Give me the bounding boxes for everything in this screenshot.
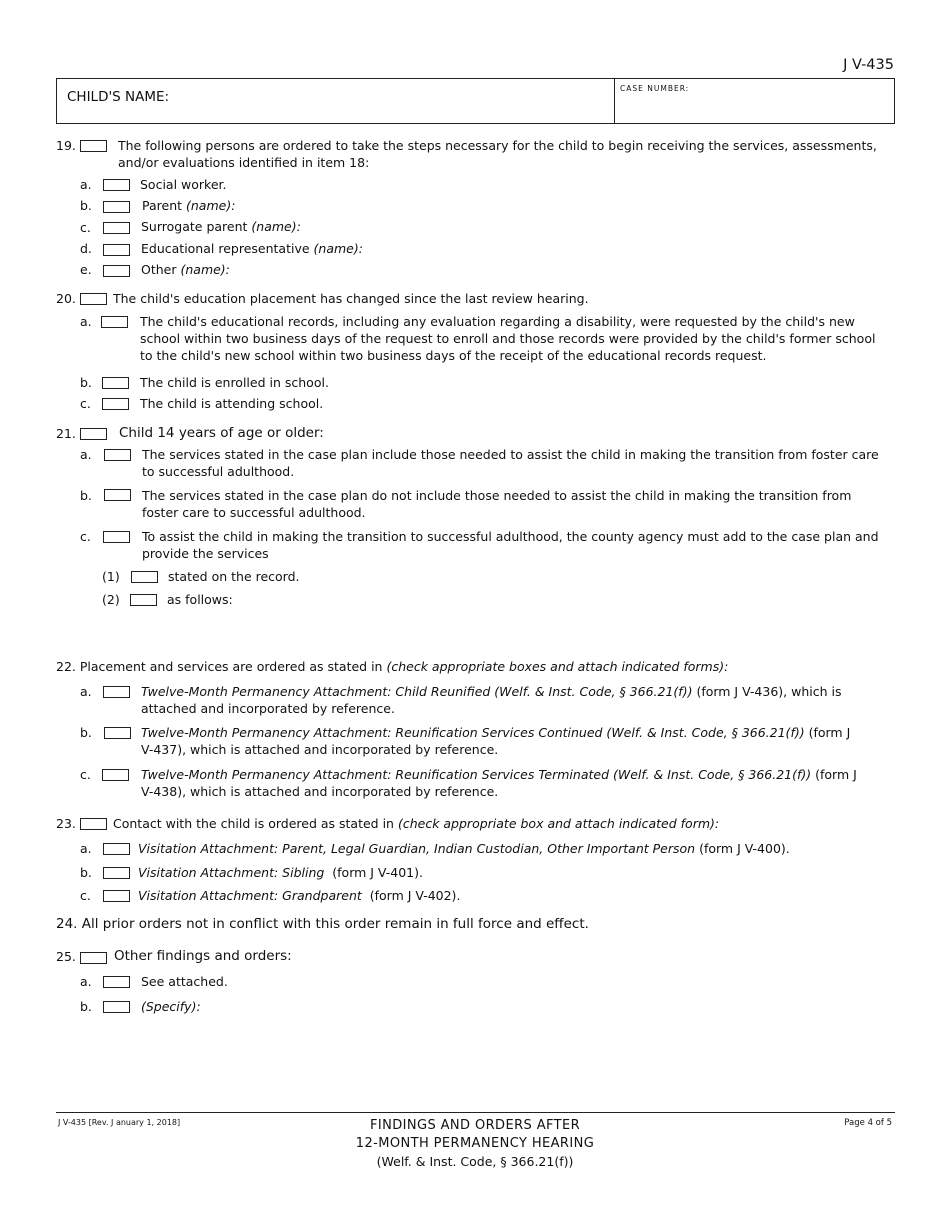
item-25b-checkbox[interactable] [103, 1001, 130, 1013]
footer-title [275, 1117, 675, 1171]
item-25-text: Other findings and orders: [114, 948, 292, 964]
footer-revision: J V-435 [Rev. J anuary 1, 2018] [58, 1118, 181, 1127]
item-22b-label [141, 724, 861, 758]
item-19b-text: Parent [142, 198, 183, 213]
item-19d-italic: (name): [313, 241, 363, 256]
item-21a-checkbox[interactable] [104, 449, 131, 461]
item-23b-label [138, 864, 423, 881]
item-21-text: Child 14 years of age or older: [119, 425, 324, 441]
item-23a-label [138, 840, 790, 857]
item-19b-italic: (name): [186, 198, 236, 213]
item-19d-text: Educational representative [141, 241, 310, 256]
item-23a-italic: Visitation Attachment: Parent, Legal Guardian, Indian Custodian, Other Important Person [138, 841, 696, 856]
item-19c-checkbox[interactable] [103, 222, 130, 234]
item-23-checkbox[interactable] [80, 818, 107, 830]
item-23-italic: (check appropriate box and attach indicated form): [397, 816, 720, 831]
item-21c1-label: stated on the record. [168, 569, 300, 584]
item-22b-letter: b. [80, 725, 92, 740]
item-20-checkbox[interactable] [80, 293, 107, 305]
footer-title-line2: 12-MONTH PERMANENCY HEARING [355, 1136, 595, 1151]
item-22a-italic: Twelve-Month Permanency Attachment: Child Reunified (Welf. & Inst. Code, § 366.21(f)) [141, 684, 693, 699]
item-22c-checkbox[interactable] [102, 769, 129, 781]
item-21c1-number: (1) [102, 569, 120, 584]
item-21c-checkbox[interactable] [103, 531, 130, 543]
item-23-number: 23. [56, 816, 76, 831]
item-23c-label [138, 887, 460, 904]
item-19-text: The following persons are ordered to take the steps necessary for the child to begin receiving the services, assessments, and/or evaluations identified in item 18: [118, 138, 877, 170]
item-19-number: 19. [56, 138, 76, 153]
header-divider [614, 78, 615, 124]
item-22c-letter: c. [80, 767, 91, 782]
item-19b-label [142, 197, 235, 214]
item-24-plain: All prior orders not in conflict with this order remain in full force and effect. [81, 916, 589, 932]
item-25-number: 25. [56, 949, 76, 964]
item-21b-label: The services stated in the case plan do not include those needed to assist the child in making the transition from foster care to successful adulthood. [142, 488, 852, 520]
item-19e-text: Other [141, 262, 177, 277]
item-20a-label: The child's educational records, including any evaluation regarding a disability, were requested by the child's new school within two business days of the request to enroll and those records were provided by the child's former school to the child's new school within two business days of the receipt of the educational records request. [140, 314, 876, 363]
item-23b-letter: b. [80, 865, 92, 880]
item-19e-label [141, 261, 230, 278]
item-21c2-checkbox[interactable] [130, 594, 157, 606]
item-20c-checkbox[interactable] [102, 398, 129, 410]
item-25-checkbox[interactable] [80, 952, 107, 964]
item-22c-rest: (form J V-438), which is attached and incorporated by reference. [141, 767, 857, 799]
item-23c-letter: c. [80, 888, 91, 903]
item-19b-checkbox[interactable] [103, 201, 130, 213]
item-22a-checkbox[interactable] [103, 686, 130, 698]
item-22b-checkbox[interactable] [104, 727, 131, 739]
item-22-number: 22. [56, 659, 76, 674]
item-19a-checkbox[interactable] [103, 179, 130, 191]
item-23a-rest: (form J V-400). [699, 841, 790, 856]
item-23a-checkbox[interactable] [103, 843, 130, 855]
item-24-number: 24. [56, 916, 78, 932]
item-21c-letter: c. [80, 529, 91, 544]
item-20c-label: The child is attending school. [140, 396, 324, 411]
item-22c-italic: Twelve-Month Permanency Attachment: Reunification Services Terminated (Welf. & Inst. Code, § 366.21(f)) [141, 767, 812, 782]
footer-title-line3: (Welf. & Inst. Code, § 366.21(f)) [376, 1154, 574, 1169]
childs-name-label: CHILD'S NAME: [67, 89, 170, 105]
item-19e-italic: (name): [180, 262, 230, 277]
item-22b-italic: Twelve-Month Permanency Attachment: Reunification Services Continued (Welf. & Inst. Code, § 366.21(f)) [141, 725, 805, 740]
case-number-field[interactable] [616, 79, 894, 123]
item-22a-rest: (form J V-436), which is attached and incorporated by reference. [141, 684, 842, 716]
case-number-label: CASE NUMBER: [620, 84, 690, 93]
footer-title-line1: FINDINGS AND ORDERS AFTER [369, 1118, 581, 1133]
footer-rule [56, 1112, 895, 1113]
form-id: J V-435 [843, 57, 894, 73]
item-23c-checkbox[interactable] [103, 890, 130, 902]
item-21-number: 21. [56, 426, 76, 441]
item-19c-italic: (name): [251, 219, 301, 234]
item-22-text [56, 658, 728, 675]
item-24-text [56, 915, 589, 933]
item-19e-letter: e. [80, 262, 92, 277]
item-23b-italic: Visitation Attachment: Sibling [138, 865, 325, 880]
item-25a-checkbox[interactable] [103, 976, 130, 988]
item-22a-letter: a. [80, 684, 92, 699]
item-21c2-label: as follows: [167, 592, 233, 607]
item-20-text: The child's education placement has changed since the last review hearing. [113, 291, 589, 306]
item-19d-label [141, 240, 363, 257]
item-19-checkbox[interactable] [80, 140, 107, 152]
item-19c-label [141, 218, 301, 235]
item-21a-letter: a. [80, 447, 92, 462]
item-21b-letter: b. [80, 488, 92, 503]
item-23-plain: Contact with the child is ordered as stated in [113, 816, 394, 831]
childs-name-field[interactable] [57, 79, 613, 123]
item-21c-label: To assist the child in making the transition to successful adulthood, the county agency must add to the case plan and provide the services [142, 529, 879, 561]
item-25a-label: See attached. [141, 974, 228, 989]
item-23a-letter: a. [80, 841, 92, 856]
item-21b-checkbox[interactable] [104, 489, 131, 501]
item-22a-label [141, 683, 861, 717]
item-19a-letter: a. [80, 177, 92, 192]
item-20-number: 20. [56, 291, 76, 306]
item-25b-label [141, 998, 201, 1015]
item-22b-rest: (form J V-437), which is attached and incorporated by reference. [141, 725, 851, 757]
item-19d-checkbox[interactable] [103, 244, 130, 256]
item-22-plain: Placement and services are ordered as stated in [79, 659, 383, 674]
item-19c-letter: c. [80, 220, 91, 235]
item-25a-letter: a. [80, 974, 92, 989]
item-20a-letter: a. [80, 314, 92, 329]
item-21c1-checkbox[interactable] [131, 571, 158, 583]
item-23b-rest: (form J V-401). [332, 865, 423, 880]
item-23-text [113, 815, 719, 832]
footer-page-number: Page 4 of 5 [844, 1118, 892, 1128]
item-22-italic: (check appropriate boxes and attach indicated forms): [386, 659, 729, 674]
item-25b-italic: (Specify): [141, 999, 201, 1014]
item-19d-letter: d. [80, 241, 92, 256]
item-25b-letter: b. [80, 999, 92, 1014]
item-20b-letter: b. [80, 375, 92, 390]
item-19e-checkbox[interactable] [103, 265, 130, 277]
item-19a-label: Social worker. [140, 177, 227, 192]
item-20b-label: The child is enrolled in school. [140, 375, 329, 390]
item-23c-rest: (form J V-402). [369, 888, 461, 903]
item-21c2-number: (2) [102, 592, 120, 607]
item-19c-text: Surrogate parent [141, 219, 248, 234]
item-22c-label [141, 766, 861, 800]
item-20b-checkbox[interactable] [102, 377, 129, 389]
item-20c-letter: c. [80, 396, 91, 411]
item-23c-italic: Visitation Attachment: Grandparent [138, 888, 362, 903]
item-19b-letter: b. [80, 198, 92, 213]
item-21a-label: The services stated in the case plan include those needed to assist the child in making the transition from foster care to successful adulthood. [142, 447, 879, 479]
item-21-checkbox[interactable] [80, 428, 107, 440]
item-23b-checkbox[interactable] [103, 867, 130, 879]
item-20a-checkbox[interactable] [101, 316, 128, 328]
